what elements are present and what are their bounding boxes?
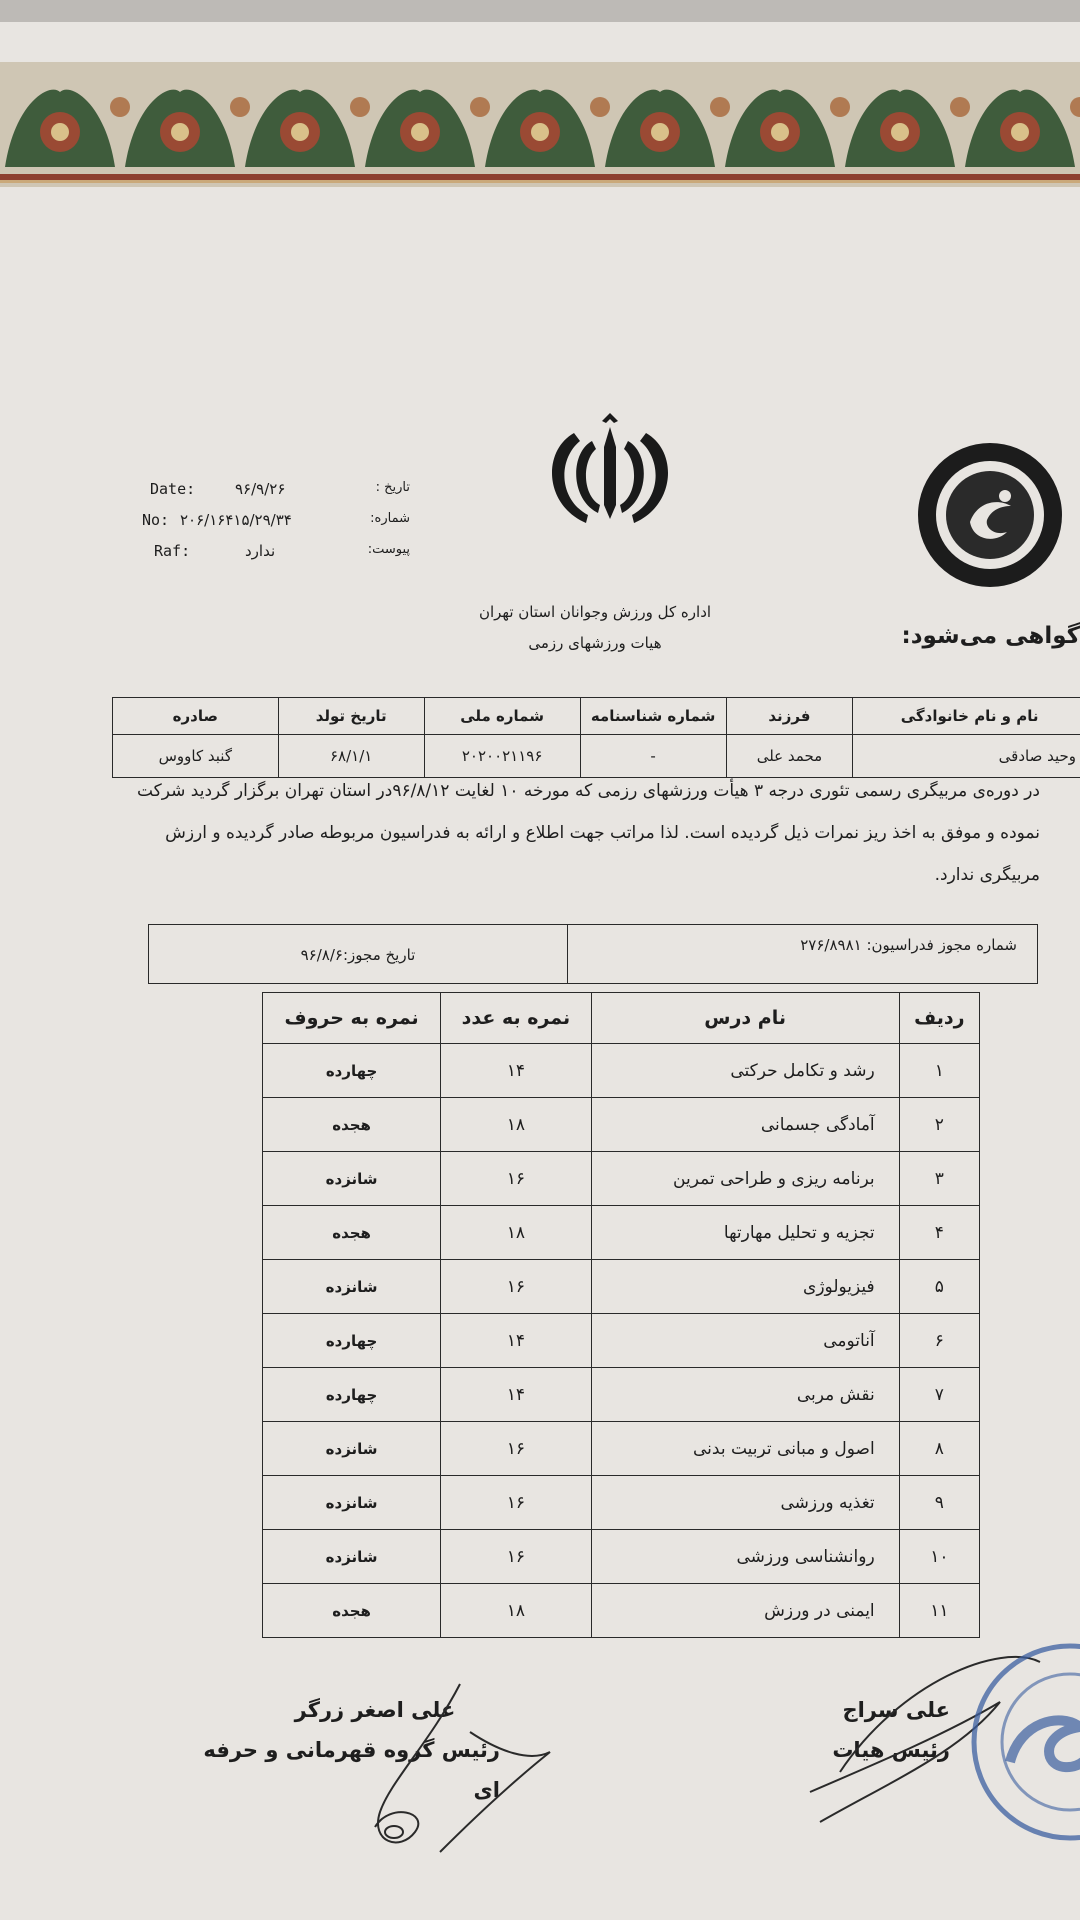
row-number: ۷ bbox=[899, 1368, 979, 1422]
score-words: شانزده bbox=[263, 1260, 441, 1314]
course-name: رشد و تکامل حرکتی bbox=[591, 1044, 899, 1098]
number-value: ۲۰۶/۱۶۴۱۵/۲۹/۳۴ bbox=[180, 511, 292, 529]
row-number: ۲ bbox=[899, 1098, 979, 1152]
score-number: ۱۶ bbox=[441, 1530, 591, 1584]
grade-row bbox=[263, 1584, 980, 1638]
federation-logo-icon bbox=[915, 440, 1065, 590]
certificate-body-text: در دوره‌ی مربیگری رسمی تئوری درجه ۳ هیأت ورزشهای رزمی که مورخه ۱۰ لغایت ۹۶/۸/۱۲در استان تهران برگزار گردید شرکت نموده و موفق به اخذ ریز نمرات ذیل گردیده است. لذا مراتب جهت اطلاع و ارائه به فدراسیون مربوطه صادر گردیده و ارزش مربیگری ندارد. bbox=[136, 781, 1040, 885]
date-row: Date: ۹۶/۹/۲۶ تاریخ : bbox=[150, 480, 410, 498]
course-name: نقش مربی bbox=[591, 1368, 899, 1422]
birth-date: ۶۸/۱/۱ bbox=[278, 735, 424, 778]
course-name: تغذیه ورزشی bbox=[591, 1476, 899, 1530]
score-number: ۱۶ bbox=[441, 1260, 591, 1314]
signer-title-left: رئیس گروه قهرمانی و حرفه ای bbox=[203, 1738, 500, 1802]
signer-title-right: رئیس هیات bbox=[832, 1738, 950, 1762]
signer-name-left: علی اصغر زرگر bbox=[294, 1698, 456, 1722]
score-words: شانزده bbox=[263, 1422, 441, 1476]
number-row: No: ۲۰۶/۱۶۴۱۵/۲۹/۳۴ شماره: bbox=[142, 511, 410, 529]
course-name: اصول و مبانی تربیت بدنی bbox=[591, 1422, 899, 1476]
issued-place: گنبد کاووس bbox=[113, 735, 279, 778]
official-stamp bbox=[950, 1642, 1080, 1852]
person-info-header-row: نام و نام خانوادگی فرزند شماره شناسنامه شماره ملی تاریخ تولد صادره bbox=[113, 698, 1080, 735]
grade-row bbox=[263, 1476, 980, 1530]
document-meta bbox=[142, 480, 410, 573]
course-name: آناتومی bbox=[591, 1314, 899, 1368]
score-number: ۱۸ bbox=[441, 1206, 591, 1260]
course-name: تجزیه و تحلیل مهارتها bbox=[591, 1206, 899, 1260]
license-date: تاریخ مجوز:۹۶/۸/۶ bbox=[300, 946, 416, 964]
grade-row bbox=[263, 1260, 980, 1314]
score-number: ۱۴ bbox=[441, 1044, 591, 1098]
score-words: چهارده bbox=[263, 1314, 441, 1368]
father-name: محمد علی bbox=[726, 735, 853, 778]
grade-row bbox=[263, 1368, 980, 1422]
grade-row bbox=[263, 1422, 980, 1476]
grade-row bbox=[263, 1530, 980, 1584]
score-words: شانزده bbox=[263, 1152, 441, 1206]
course-name: برنامه ریزی و طراحی تمرین bbox=[591, 1152, 899, 1206]
grade-row bbox=[263, 1044, 980, 1098]
score-words: چهارده bbox=[263, 1044, 441, 1098]
row-number: ۱۰ bbox=[899, 1530, 979, 1584]
grades-header-row: ردیف نام درس نمره به عدد نمره به حروف bbox=[263, 993, 980, 1044]
grade-row bbox=[263, 1152, 980, 1206]
signer-name-right: علی سراج bbox=[842, 1698, 950, 1722]
row-number: ۹ bbox=[899, 1476, 979, 1530]
score-words: شانزده bbox=[263, 1476, 441, 1530]
score-number: ۱۶ bbox=[441, 1152, 591, 1206]
certificate-paper bbox=[0, 22, 1080, 1920]
score-number: ۱۴ bbox=[441, 1314, 591, 1368]
id-number: - bbox=[580, 735, 726, 778]
row-number: ۶ bbox=[899, 1314, 979, 1368]
signature-right bbox=[830, 1690, 950, 1770]
national-emblem-icon bbox=[540, 407, 680, 537]
ornament-border bbox=[0, 62, 1080, 187]
score-words: شانزده bbox=[263, 1530, 441, 1584]
score-words: هجده bbox=[263, 1584, 441, 1638]
score-number: ۱۶ bbox=[441, 1476, 591, 1530]
person-info-table bbox=[112, 697, 1080, 778]
attachment-value: ندارد bbox=[245, 542, 276, 560]
row-number: ۴ bbox=[899, 1206, 979, 1260]
course-name: آمادگی جسمانی bbox=[591, 1098, 899, 1152]
full-name: وحید صادقی bbox=[853, 735, 1080, 778]
score-number: ۱۶ bbox=[441, 1422, 591, 1476]
certificate-title: گواهی می‌شود: bbox=[901, 623, 1080, 649]
score-number: ۱۸ bbox=[441, 1098, 591, 1152]
score-words: هجده bbox=[263, 1206, 441, 1260]
grade-row bbox=[263, 1098, 980, 1152]
row-number: ۸ bbox=[899, 1422, 979, 1476]
grade-row bbox=[263, 1314, 980, 1368]
license-number: شماره مجوز فدراسیون: ۲۷۶/۸۹۸۱ bbox=[567, 925, 1037, 983]
grade-row bbox=[263, 1206, 980, 1260]
score-words: چهارده bbox=[263, 1368, 441, 1422]
organization-name: اداره کل ورزش وجوانان استان تهران هیات ورزشهای رزمی bbox=[478, 603, 712, 652]
score-words: هجده bbox=[263, 1098, 441, 1152]
course-name: ایمنی در ورزش bbox=[591, 1584, 899, 1638]
national-code: ۲۰۲۰۰۲۱۱۹۶ bbox=[424, 735, 580, 778]
signature-left bbox=[190, 1690, 500, 1810]
score-number: ۱۸ bbox=[441, 1584, 591, 1638]
license-box bbox=[148, 924, 1038, 984]
row-number: ۵ bbox=[899, 1260, 979, 1314]
row-number: ۳ bbox=[899, 1152, 979, 1206]
grades-table bbox=[262, 992, 980, 1638]
row-number: ۱۱ bbox=[899, 1584, 979, 1638]
row-number: ۱ bbox=[899, 1044, 979, 1098]
course-name: روانشناسی ورزشی bbox=[591, 1530, 899, 1584]
date-value: ۹۶/۹/۲۶ bbox=[235, 480, 286, 498]
score-number: ۱۴ bbox=[441, 1368, 591, 1422]
course-name: فیزیولوژی bbox=[591, 1260, 899, 1314]
attachment-row: Raf: ندارد پیوست: bbox=[154, 542, 410, 560]
